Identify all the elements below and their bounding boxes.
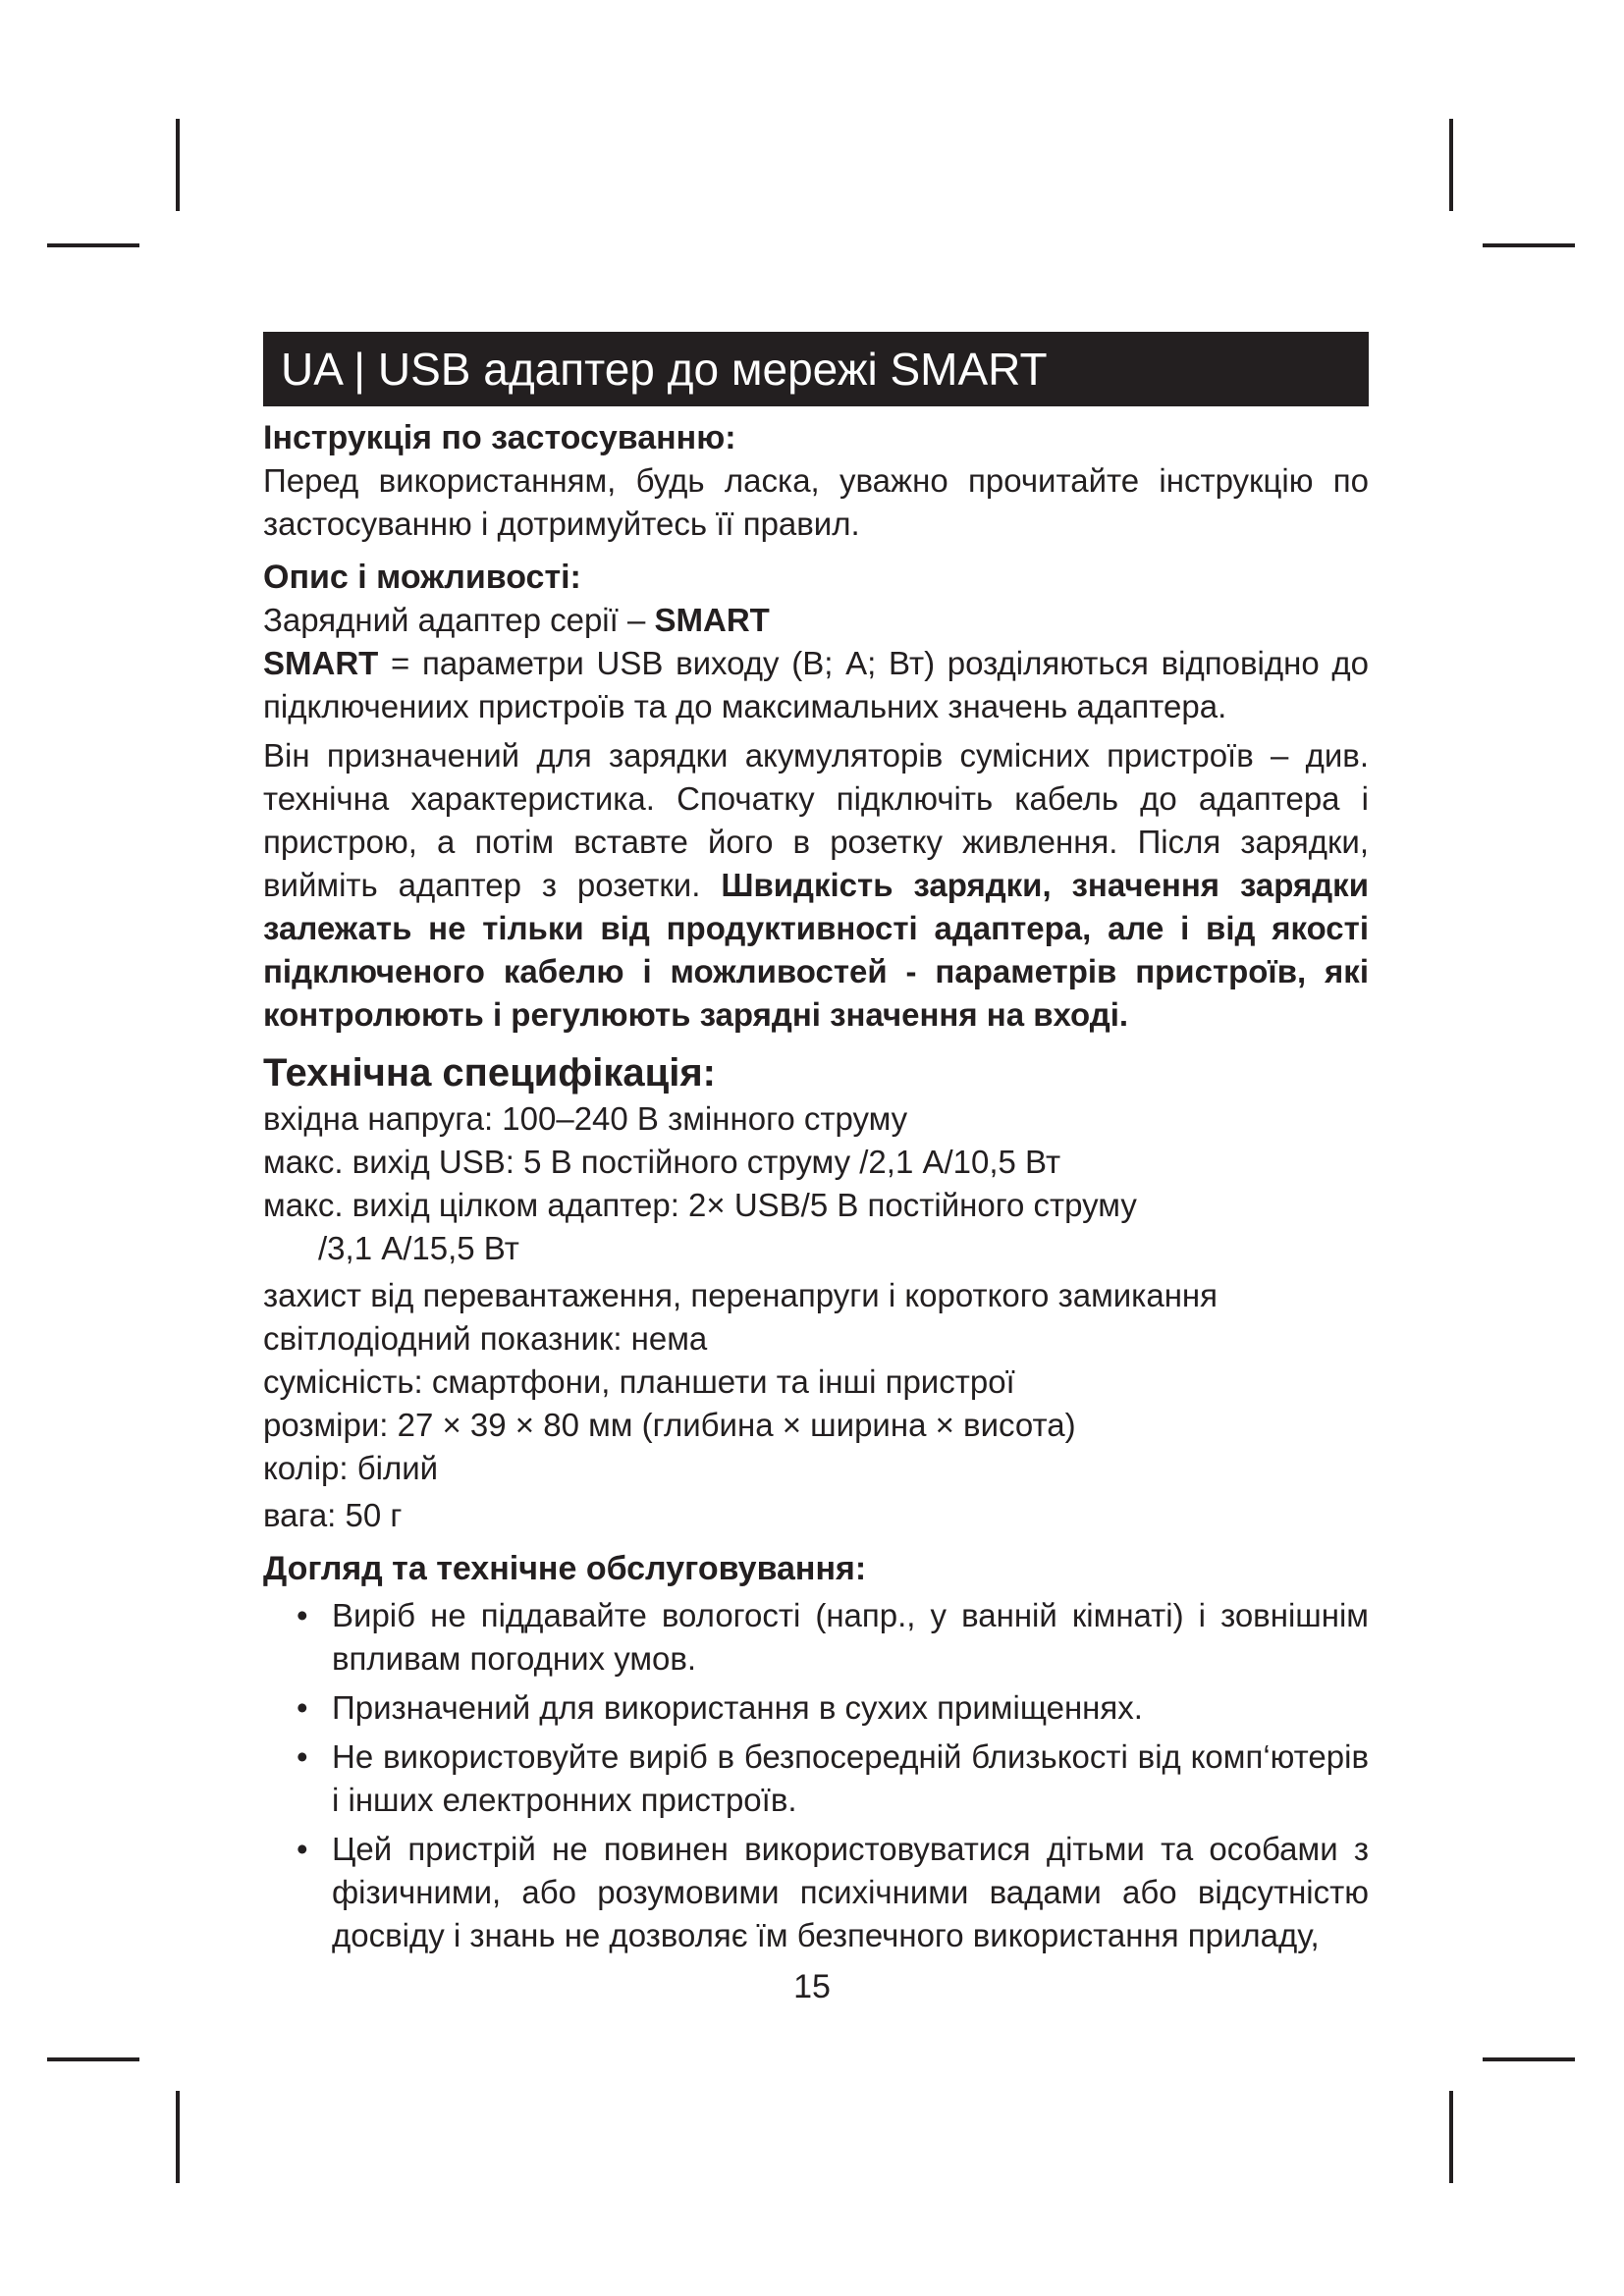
crop-mark-bottom-right-vertical — [1449, 2091, 1453, 2183]
spec-compatibility: сумісність: смартфони, планшети та інші пристрої — [263, 1363, 1015, 1400]
page-content — [263, 332, 1369, 1963]
spec-protection: захист від перевантаження, перенапруги і короткого замикання — [263, 1277, 1218, 1313]
instructions-text: Перед використанням, будь ласка, уважно прочитайте інструкцію по застосуванню і дотримуйтесь її правил. — [263, 462, 1369, 542]
spec-weight: вага: 50 г — [263, 1497, 403, 1533]
list-item-text: Виріб не піддавайте вологості (напр., у ванній кімнаті) і зовнішнім впливам погодних умов. — [332, 1597, 1369, 1677]
spec-led: світлодіодний показник: нема — [263, 1320, 708, 1357]
crop-mark-bottom-left-vertical — [176, 2091, 180, 2183]
page-number: 15 — [793, 1968, 831, 2005]
spec-input-voltage: вхідна напруга: 100–240 В змінного струму — [263, 1100, 908, 1137]
crop-mark-bottom-right-horizontal — [1483, 2057, 1575, 2061]
bullet-icon: • — [297, 1738, 308, 1775]
list-item-text: Не використовуйте виріб в безпосередній близькості від комп‘ютерів і інших електронних пристроїв. — [332, 1738, 1369, 1818]
bullet-icon: • — [297, 1689, 308, 1726]
page-title: UA | USB адаптер до мережі SMART — [263, 332, 1369, 406]
description-heading: Опис і можливості: — [263, 559, 581, 596]
instructions-heading: Інструкція по застосуванню: — [263, 419, 736, 456]
spec-max-total-1: макс. вихід цілком адаптер: 2× USB/5 В постійного струму — [263, 1187, 1137, 1223]
list-item-text: Призначений для використання в сухих приміщеннях. — [332, 1689, 1143, 1726]
spec-color: колір: білий — [263, 1450, 439, 1486]
smart-paragraph — [263, 642, 1369, 728]
spec-max-total-2: /3,1 А/15,5 Вт — [318, 1230, 519, 1266]
specs-heading: Технічна специфікація: — [263, 1051, 716, 1095]
crop-mark-bottom-left-horizontal — [47, 2057, 139, 2061]
smart-text: = параметри USB виходу (В; А; Вт) розділяються відповідно до підключениих пристроїв та до максимальних значень адаптера. — [263, 645, 1369, 724]
care-list — [263, 1594, 1369, 1957]
list-item — [263, 1735, 1369, 1822]
description-paragraph-text: Він призначений для зарядки акумуляторів сумісних пристроїв – див. технічна характеристика. Спочатку підключіть кабель до адаптера і пристрою, а потім вставте його в розетку живлення. Після зарядки, вийміть адаптер з розетки. — [263, 737, 1369, 903]
crop-mark-top-right-horizontal — [1483, 243, 1575, 247]
series-name: SMART — [654, 602, 770, 638]
spec-max-usb: макс. вихід USB: 5 В постійного струму /2,1 А/10,5 Вт — [263, 1144, 1061, 1180]
description-paragraph — [263, 734, 1369, 1037]
care-heading: Догляд та технічне обслуговування: — [263, 1550, 867, 1587]
list-item — [263, 1828, 1369, 1957]
bullet-icon: • — [297, 1831, 308, 1867]
crop-mark-top-left-horizontal — [47, 243, 139, 247]
smart-label: SMART — [263, 645, 379, 681]
description-paragraph-bold: Швидкість зарядки, значення зарядки залежать не тільки від продуктивності адаптера, але і від якості підключеного кабелю і можливостей - параметрів пристроїв, які контролюють і регулюють зарядні значення на вході. — [263, 867, 1369, 1033]
list-item-text: Цей пристрій не повинен використовуватися дітьми та особами з фізичними, або розумовими психічними вадами або відсутністю досвіду і знань не дозволяє їм безпечного використання приладу, — [332, 1831, 1369, 1953]
bullet-icon: • — [297, 1597, 308, 1633]
series-prefix: Зарядний адаптер серії – — [263, 602, 655, 638]
spec-dimensions: розміри: 27 × 39 × 80 мм (глибина × ширина × висота) — [263, 1407, 1076, 1443]
list-item — [263, 1594, 1369, 1681]
list-item — [263, 1686, 1369, 1730]
series-line — [263, 599, 1369, 642]
crop-mark-top-right-vertical — [1449, 119, 1453, 211]
crop-mark-top-left-vertical — [176, 119, 180, 211]
